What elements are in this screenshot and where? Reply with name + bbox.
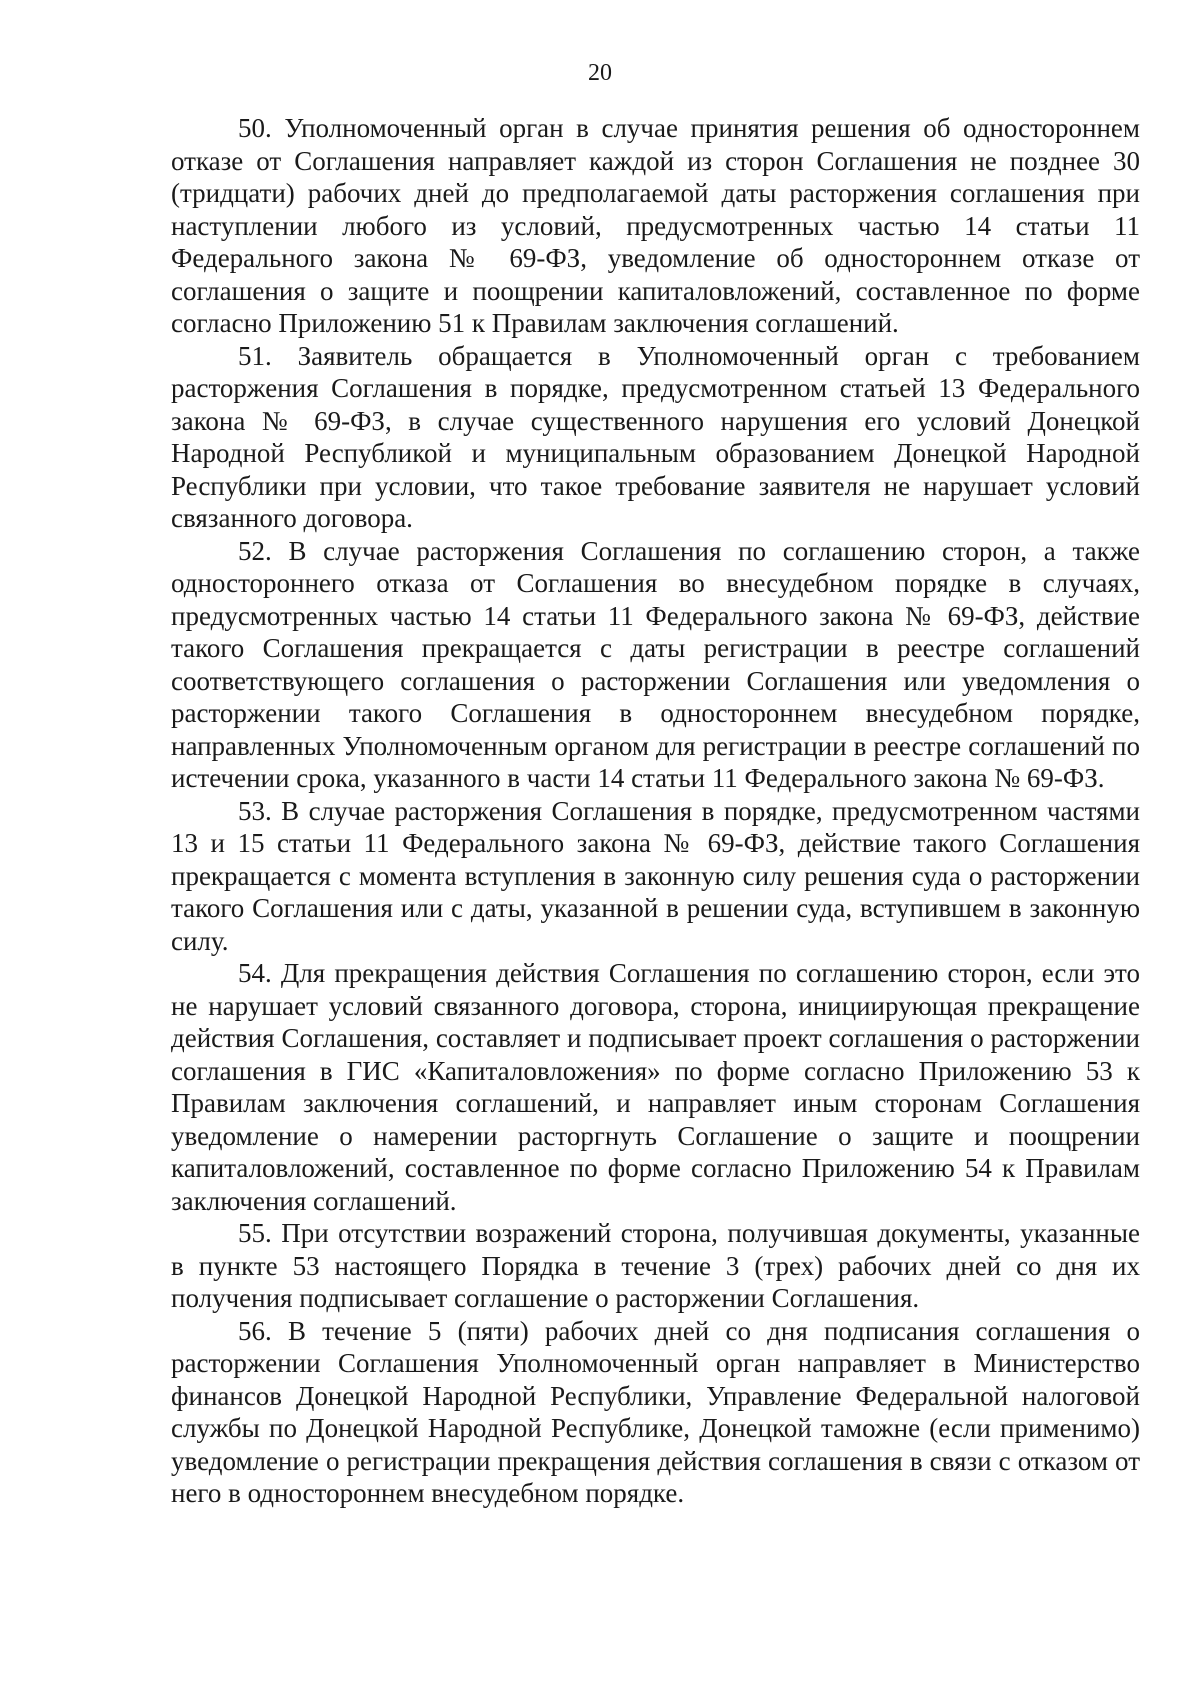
paragraph-50: 50. Уполномоченный орган в случае принятия решения об одностороннем отказе от Соглашения направляет каждой из сторон Соглашения не позднее 30 (тридцати) рабочих дней до предполагаемой даты расторжения соглашения при наступлении любого из условий, предусмотренных частью 14 статьи 11 Федерального закона № 69-ФЗ, уведомление об одностороннем отказе от соглашения о защите и поощрении капиталовложений, составленное по форме согласно Приложению 51 к Правилам заключения соглашений. [171, 113, 1140, 338]
paragraph-56: 56. В течение 5 (пяти) рабочих дней со дня подписания соглашения о расторжении Соглашения Уполномоченный орган направляет в Министерство финансов Донецкой Народной Республики, Управление Федеральной налоговой службы по Донецкой Народной Республике, Донецкой таможне (если применимо) уведомление о регистрации прекращения действия соглашения в связи с отказом от него в одностороннем внесудебном порядке. [171, 1315, 1140, 1508]
paragraph-51: 51. Заявитель обращается в Уполномоченный орган с требованием расторжения Соглашения в порядке, предусмотренном статьей 13 Федерального закона № 69-ФЗ, в случае существенного нарушения его условий Донецкой Народной Республикой и муниципальным образованием Донецкой Народной Республики при условии, что такое требование заявителя не нарушает условий связанного договора. [171, 340, 1140, 533]
document-body [171, 112, 1140, 1510]
paragraph-55: 55. При отсутствии возражений сторона, получившая документы, указанные в пункте 53 настоящего Порядка в течение 3 (трех) рабочих дней со дня их получения подписывает соглашение о расторжении Соглашения. [171, 1218, 1140, 1313]
paragraph-52: 52. В случае расторжения Соглашения по соглашению сторон, а также одностороннего отказа от Соглашения во внесудебном порядке в случаях, предусмотренных частью 14 статьи 11 Федерального закона № 69-ФЗ, действие такого Соглашения прекращается с даты регистрации в реестре соглашений соответствующего соглашения о расторжении Соглашения или уведомления о расторжении такого Соглашения в одностороннем внесудебном порядке, направленных Уполномоченным органом для регистрации в реестре соглашений по истечении срока, указанного в части 14 статьи 11 Федерального закона № 69-ФЗ. [171, 535, 1140, 793]
paragraph-54: 54. Для прекращения действия Соглашения по соглашению сторон, если это не нарушает условий связанного договора, сторона, инициирующая прекращение действия Соглашения, составляет и подписывает проект соглашения о расторжении соглашения в ГИС «Капиталовложения» по форме согласно Приложению 53 к Правилам заключения соглашений, и направляет иным сторонам Соглашения уведомление о намерении расторгнуть Соглашение о защите и поощрении капиталовложений, составленное по форме согласно Приложению 54 к Правилам заключения соглашений. [171, 958, 1140, 1216]
page-number: 20 [588, 60, 612, 86]
paragraph-53: 53. В случае расторжения Соглашения в порядке, предусмотренном частями 13 и 15 статьи 11 Федерального закона № 69-ФЗ, действие такого Соглашения прекращается с момента вступления в законную силу решения суда о расторжении такого Соглашения или с даты, указанной в решении суда, вступившем в законную силу. [171, 795, 1140, 956]
